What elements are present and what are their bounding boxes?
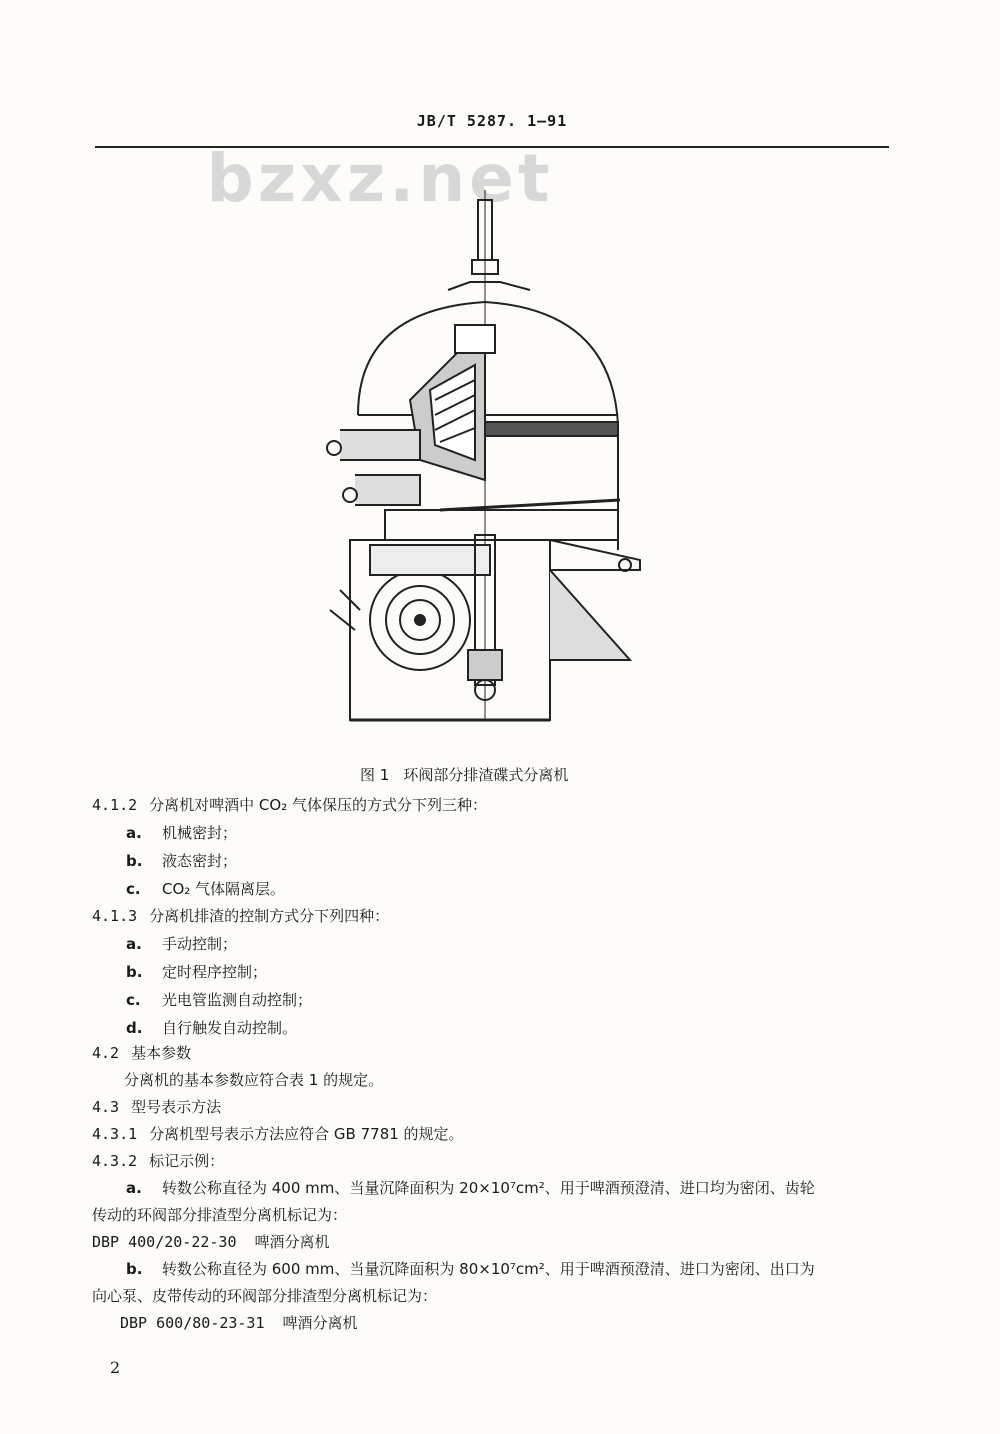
section-number: 4.3.1 [92,1125,138,1143]
section-number: 4.1.2 [92,796,138,814]
list-text: 自行触发自动控制。 [162,1019,298,1037]
inlet-valve [327,441,341,455]
figure-number: 图 1 [360,766,390,784]
section-4-2 [92,1042,191,1063]
section-text: 标记示例： [149,1152,225,1170]
outlet-valve [343,488,357,502]
list-text: 定时程序控制； [162,963,268,981]
bowl-cap [455,325,495,353]
section-number: 4.1.3 [92,907,138,925]
example-a-line1 [126,1177,815,1198]
section-4-3-1 [92,1123,464,1144]
list-marker: d. [126,1019,143,1037]
watermark: bzxz.net [206,140,554,217]
drive-shaft [370,545,490,575]
section-number: 4.2 [92,1044,120,1062]
frame-upper [385,510,618,540]
list-marker: b. [126,1260,143,1278]
top-cover [448,282,530,290]
model-name: 啤酒分离机 [282,1314,358,1332]
list-item [126,989,312,1010]
example-a-line2: 传动的环阀部分排渣型分离机标记为： [92,1206,348,1224]
section-text: 分离机型号表示方法应符合 GB 7781 的规定。 [149,1125,464,1143]
example-b-marking [120,1312,358,1333]
separator-drawing [300,190,660,730]
list-item [126,878,285,899]
example-text: 转数公称直径为 400 mm、当量沉降面积为 20×10⁷cm²、用于啤酒预澄清、进口均为密闭、齿轮 [162,1179,815,1197]
list-item [126,961,267,982]
list-item [126,850,237,871]
section-4-3-2 [92,1150,224,1171]
list-text: 光电管监测自动控制； [162,991,313,1009]
list-text: CO₂ 气体隔离层。 [162,880,286,898]
list-item [126,1017,297,1038]
list-marker: a. [126,824,142,842]
section-number: 4.3.2 [92,1152,138,1170]
section-4-1-2 [92,794,487,815]
bowl-band [485,422,618,436]
list-text: 液态密封； [162,852,238,870]
paragraph: 分离机的基本参数应符合表 1 的规定。 [124,1071,384,1089]
figure-caption [360,764,568,785]
section-number: 4.3 [92,1098,120,1116]
section-text: 分离机对啤酒中 CO₂ 气体保压的方式分下列三种： [149,796,487,814]
figure-title: 环阀部分排渣碟式分离机 [403,766,569,784]
section-4-1-3 [92,905,389,926]
list-marker: a. [126,1179,142,1197]
list-marker: b. [126,852,143,870]
document-code-header: JB/T 5287. 1—91 [416,112,568,130]
example-a-marking [92,1231,330,1252]
list-text: 机械密封； [162,824,238,842]
list-marker: c. [126,880,141,898]
section-title: 基本参数 [131,1044,192,1062]
model-code: DBP 600/80-23-31 [120,1314,265,1332]
list-item [126,822,237,843]
inlet-flange [340,430,420,460]
section-text: 分离机排渣的控制方式分下列四种： [149,907,390,925]
example-b-line1 [126,1258,815,1279]
example-b-line2: 向心泵、皮带传动的环阀部分排渣型分离机标记为： [92,1287,438,1305]
section-4-3 [92,1096,221,1117]
list-item [126,933,237,954]
section-title: 型号表示方法 [131,1098,222,1116]
dome [358,302,618,425]
list-marker: a. [126,935,142,953]
page-number: 2 [110,1358,121,1377]
list-marker: c. [126,991,141,1009]
example-text: 转数公称直径为 600 mm、当量沉降面积为 80×10⁷cm²、用于啤酒预澄清、进口为密闭、出口为 [162,1260,815,1278]
model-name: 啤酒分离机 [254,1233,330,1251]
list-marker: b. [126,963,143,981]
list-text: 手动控制； [162,935,238,953]
model-code: DBP 400/20-22-30 [92,1233,237,1251]
